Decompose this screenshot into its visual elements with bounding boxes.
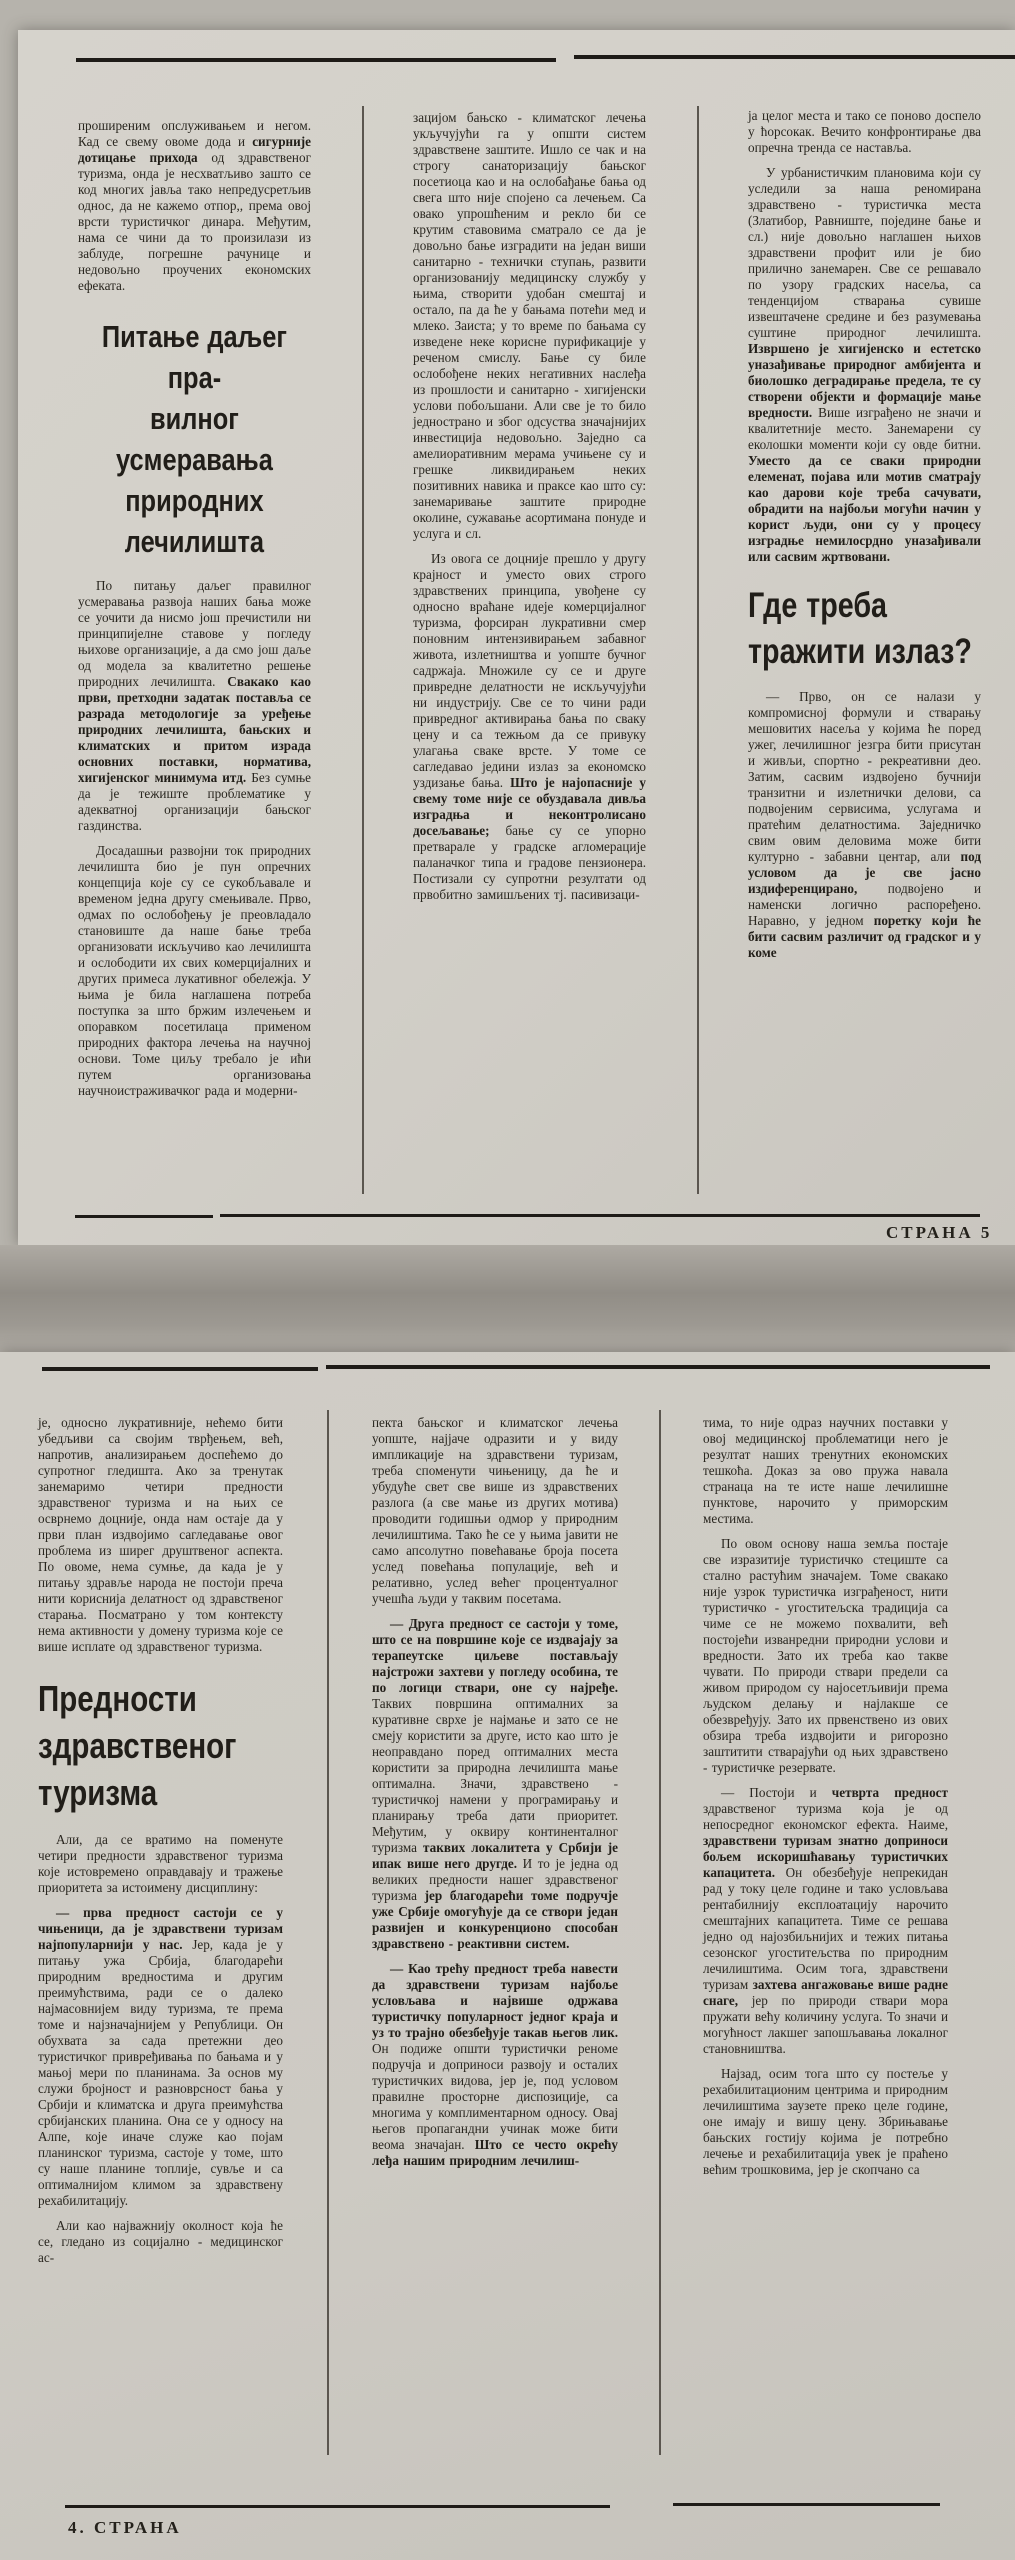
paragraph-text: Без сумње да је тежиште проблематике у адекватној организацији бањског газдинства. xyxy=(78,770,311,833)
page4-column-1 xyxy=(38,1415,283,2275)
paragraph-text-bold: — Као трећу предност треба навести да здравствени туризам најбоље условљава и највише одржава туристичку популарност једног краја и уз то трајно обезбеђује такав његов лик. xyxy=(372,1961,618,2040)
body-paragraph xyxy=(38,1905,283,2209)
paragraph-text: од здравственог туризма, онда је несхватљиво зашто се код многих јавља тако непредусретљив однос, да не кажемо отпор,, према овој врсти туристичког динара. Међутим, нама се чини да то произилази из заблуде, погрешне рачунице и недовољно проучених економских ефеката. xyxy=(78,150,311,293)
column-rule xyxy=(327,1410,329,2455)
paragraph-text-bold: — Друга предност се састоји у томе, што се на површине које се издвајају за терапеутске циљеве постављају најстрожи захтеви у погледу особина, те по логици ствари, оне су најређе. xyxy=(372,1616,618,1695)
masthead-rule-left xyxy=(76,58,556,62)
paragraph-text: јер по природи ствари мора пружати већу количину услуга. То значи и могућност лакшег запошљавања локалног становништва. xyxy=(703,1993,948,2056)
paragraph-text-bold: Уместо да се сваки природни елеменат, појава или мотив сматрају као дарови које треба сачувати, обрадити на најбољи могући начин у корист људи, они су у процесу изградње немилосрдно уназађивали или сасвим жртвовани. xyxy=(748,453,981,564)
page5-column-2 xyxy=(413,110,646,912)
page-number: СТРАНА 5 xyxy=(886,1223,993,1242)
page5-column-1 xyxy=(78,118,311,1108)
paragraph-text: Више изграђено не значи и квалитетније место. Занемарени су еколошки моменти који су овде битни. xyxy=(748,405,981,452)
paragraph-text: Из овога се доцније прешло у другу крајност и уместо ових строго здравствених принципа, увођене су односно враћане идеје комерцијалног туризма, форсиран лукративни смер поновним интензивирањем забавног живота, излетништва и уопште бучног садржаја. Множиле су се и друге привредне делатности не искључујући ни индустрију. Све се то чини ради привредног активирања бања по сваку цену и са тежњом да се привуку улагања сваке врсте. У томе се сагледавао једини излаз за економско уздизање бања. xyxy=(413,551,646,790)
paragraph-text: — Постоји и xyxy=(721,1785,832,1800)
body-paragraph xyxy=(748,689,981,961)
paragraph-text-bold: четврта предност xyxy=(831,1785,948,1800)
body-paragraph xyxy=(78,578,311,834)
body-paragraph: пекта бањског и климатског лечења уопште, најјаче одразити и у виду импликације на здравствени туризам, треба споменути чињеницу, да ће и убудуће свет све више из здравствених разлога (а све мање из других мотива) проводити годишњи одмор у природним лечилиштима. Тако ће се у њима јавити не само апсолутно повећавање броја посета услед повећања популације, већ и релативно, услед већег процентуалног учешћа људи у таквим посетама. xyxy=(372,1415,618,1606)
paragraph-text-bold: Што је најопасније у свему томе није се обуздавала дивља изградња и неконтролисано досељавање; xyxy=(413,775,646,838)
footer-rule xyxy=(65,2505,610,2508)
paragraph-text-bold: таквих локалитета у Србији је ипак више него другде. xyxy=(372,1840,619,1871)
body-paragraph xyxy=(413,551,646,903)
column-rule xyxy=(659,1410,661,2455)
paragraph-text-bold: Извршено је хигијенско и естетско уназађивање природног амбијента и биолошко деградирање предела, те су створени објекти и формације мање вредности. xyxy=(748,341,981,420)
page4-column-2 xyxy=(372,1415,618,2178)
body-paragraph xyxy=(703,1785,948,2057)
paragraph-text: По питању даљег правилног усмеравања развоја наших бања може се уочити да нисмо још пречистили ни принципијелне ставове у погледу њихове организације, а да смо још даље од модела за квалитетно решење природних лечилишта. xyxy=(78,578,311,689)
paragraph-text-bold: Што се често окрећу леђа нашим природним лечилиш- xyxy=(372,2137,618,2168)
body-paragraph xyxy=(748,165,981,565)
paragraph-text: Он подиже општи туристички реноме подручја и доприноси развоју и осталих туристичких видова, јер је, под условом правилне просторне диспозиције, са многима у комплиментарном односу. Овај његов пропагандни учинак може бити веома значајан. xyxy=(372,2041,618,2152)
paragraph-text: Јер, када је у питању ужа Србија, благодарећи природним вредностима и другим преимућствима, ради се о далеко најмасовнијем виду туризма, те према томе и најзначајнијем у Републици. Он обухвата за сада претежни део туристичког привређивања по бањама и у мањој мери по планинама. За основ му служи бројност и разноврсност бања у Србији и климатска и друга преимућства србијанских планина. Она се у односу на Алпе, које иначе служе као појам планинског туризма, састоје у томе, што су наше планине топлије, сувље и са оптималнијом климом за здравствену рехабилитацију. xyxy=(38,1937,283,2208)
section-heading: Где треба тражити излаз? xyxy=(748,586,972,671)
paragraph-text-bold: јер благодарећи томе подручје уже Србије омогућује да се створи један развијен и конкуренционо способан здравствено - реактивни систем. xyxy=(372,1888,619,1951)
page-4-clipping xyxy=(0,1352,1015,2560)
page-number: 4. СТРАНА xyxy=(68,2518,182,2537)
paragraph-text: У урбанистичким плановима који су уследили за наша реномирана здравствено - туристичка места (Златибор, Равниште, поједине бање и сл.) није довољно наглашен њихов здравствени профит или је био прилично занемарен. Све се решавало по узору градских насеља, са тенденцијом стварања сувише извештачене средине и без разумевања суштине природног лечилишта. xyxy=(748,165,981,340)
body-paragraph: је, односно лукративније, нећемо бити убедљиви са својим тврђењем, већ, напротив, анализирањем доспећемо до супротног гледишта. Ако за тренутак занемаримо четири предности здравственог туризма и на њих се осврнемо доцније, онда нам остаје да у први план издвојимо сагледавање овог проблема из ширег друштвеног аспекта. По овоме, нема сумње, да када је у питању здравље народа не постоји преча нити кориснија делатност од здравственог старања. Посматрано у том контексту нема активности у домену туризма које се више исплате од здравственог туризма. xyxy=(38,1415,283,1654)
paragraph-text: Таквих површина оптималних за куративне сврхе је најмање и зато се не смеју користити за друге, исто као што је неоправдано поред оптималних места користити за природна лечилишта мање оптимална. Значи, здравствено - туристичкој намени у програмирању и планирању треба дати приоритет. Међутим, у оквиру континенталног туризма xyxy=(372,1696,618,1855)
body-paragraph: Најзад, осим тога што су постеље у рехабилитационим центрима и природним лечилиштима заузете преко целе године, оне имају и вишу цену. Збрињавање бањских гостију којима је потребно лечење и рехабилитација увек је праћено већим трошковима, јер је скопчано са xyxy=(703,2066,948,2177)
paragraph-text: Он обезбеђује непрекидан рад у току целе године и тако условљава рентабилнију експлоатацију нарочито смештајних капацитета. Тиме се решава једно од најозбиљнијих и тежих питања сезонског угоститељства по природним лечилиштима. Осим тога, здравствени туризам xyxy=(703,1865,948,1992)
body-paragraph xyxy=(78,118,311,294)
scan-seam-shadow xyxy=(0,1245,1015,1352)
page4-column-3 xyxy=(703,1415,948,2187)
paragraph-text-bold: под условом да је све јасно издиференцирано, xyxy=(748,849,981,896)
body-paragraph: зацијом бањско - климатског лечења укључујући га у општи систем здравствене заштите. Ишло се чак и на строгу санаторизацију бањског посетиоца као и на ослобађање бања од свега што није спојено са лечењем. Са овако упрошћеним и рекло би се крутим ставовима сматрало се да је довољно бање изградити на један виши санитарно - технички ступањ, развити организованију медицинску службу у њима, створити удобан смештај и остало, па да ће у бањама потећи мед и млеко. Заиста; у то време по бањама су изведене неке корисне пурификације у реченом смислу. Бање су биле ослобођене неких негативних наслеђа из прошлости и санитарно - хигијенски услови побољшани. Али све је то било једнострано и због одсуства значајнијих инвестиција недовољно. Заједно са амелиоративним мерама учињене су и грешке ликвидирањем неких позитивних навика и праксе као што су: занемаривање заштите природне околине, сужавање асортимана понуде и услуга и сл. xyxy=(413,110,646,541)
footer-rule xyxy=(75,1215,213,1218)
paragraph-text: — Прво, он се налази у компромисној формули и стварању мешовитих насеља у којима ће поред ужег, лечилишног језгра бити присутан и живљи, спортно - рекреативни део. Затим, сасвим издвојено бучнији транзитни и излетнички делови, са подвојеним сервисима, услугама и пратећим делатностима. Заједничко свим овим деловима може бити културно - забавни центар, али xyxy=(748,689,981,864)
article-headline: Питање даљег пра- вилног усмеравања природних лечилишта xyxy=(101,319,288,559)
paragraph-text-bold: Свакако као први, претходни задатак поставља се разрада методологије за уређење природних лечилишта, бањских и климатских и притом израда основних поставки, норматива, хигијенског минимума итд. xyxy=(78,674,311,785)
footer-rule xyxy=(220,1214,980,1217)
paragraph-text-bold: здравствени туризам знатно доприноси бољем искоришћавању туристичких капацитета. xyxy=(703,1833,948,1880)
paragraph-text: проширеним опслуживањем и негом. Кад се свему овоме дода и xyxy=(78,118,311,149)
body-paragraph: По овом основу наша земља постаје све изразитије туристичко стециште са стално растућим значајем. Томе свакако није узрок туристичка изграђеност, нити туристичко - угоститељска традиција са чиме се не можемо похвалити, већ постојећи изванредни природни услови и вредности. Зато их треба као такве чувати. По природи ствари предели са живом природом су најосетљивији према људском делању и најлакше се обезвређују. Зато их првенствено из ових обзира треба издвојити и ригорозно заштитити стварајући од њих здравствено - туристичке резервате. xyxy=(703,1536,948,1775)
masthead-rule-right xyxy=(574,55,1015,59)
body-paragraph: Досадашњи развојни ток природних лечилишта био је пун опречних концепција које су се сукобљавале и временом једна другу смењивале. Прво, одмах по ослобођењу је преовладало становиште да наше бање треба организовати искључиво као лечилишта и ослободити их свих комерцијалних и других примеса лукативног обележја. У њима је била наглашена потреба поступка за што бржим излечењем и опоравком посетилаца применом природних фактора лечења на научној основи. Томе циљу требало је ићи путем организовања научноистраживачког рада и модерни- xyxy=(78,843,311,1098)
body-paragraph xyxy=(372,1616,618,1952)
paragraph-text: И то је једна од великих предности нашег здравственог туризма xyxy=(372,1856,618,1903)
footer-rule xyxy=(673,2503,940,2506)
column-rule xyxy=(697,106,699,1194)
column-rule xyxy=(362,106,364,1194)
paragraph-text-bold: — прва предност састоји се у чињеници, да је здравствени туризам најпопуларнији у нас. xyxy=(38,1905,283,1952)
page5-column-3 xyxy=(748,108,981,970)
body-paragraph: ја целог места и тако се поново доспело у ћорсокак. Вечито конфронтирање два опречна тренда се наставља. xyxy=(748,108,981,155)
paragraph-text: подвојено и наменски логично распоређено. Наравно, у једном xyxy=(748,881,981,928)
paragraph-text-bold: захтева ангажовање више радне снаге, xyxy=(703,1977,948,2008)
body-paragraph: Али, да се вратимо на поменуте четири предности здравственог туризма које истовремено оправдавају и тражење приоритета за истоимену дисциплину: xyxy=(38,1832,283,1895)
paragraph-text: здравственог туризма која је од непосредног економског ефекта. Наиме, xyxy=(703,1801,948,1832)
top-rule-left xyxy=(42,1367,318,1371)
paragraph-text-bold: поретку који ће бити сасвим различит од градског и у коме xyxy=(748,913,981,960)
top-rule-right xyxy=(326,1365,990,1369)
body-paragraph: Али као најважнију околност која ће се, гледано из социјално - медицинског ас- xyxy=(38,2218,283,2265)
body-paragraph xyxy=(372,1961,618,2169)
paragraph-text: бање су се упорно претварале у градске агломерације паланачког типа и градове пензионера. Постизали су супротни резултати од првобитно замишљених тј. пасивизаци- xyxy=(413,823,646,902)
section-heading: Предности здравственог туризма xyxy=(38,1678,237,1813)
page-5-clipping xyxy=(18,30,1015,1245)
body-paragraph: тима, то није одраз научних поставки у овој медицинској проблематици него је резултат наших тренутних економских тешкоћа. Доказ за ово пружа навала странаца на те исте наше лечилишне пунктове, нарочито у приморским местима. xyxy=(703,1415,948,1526)
paragraph-text-bold: сигурније дотицање прихода xyxy=(78,134,311,165)
